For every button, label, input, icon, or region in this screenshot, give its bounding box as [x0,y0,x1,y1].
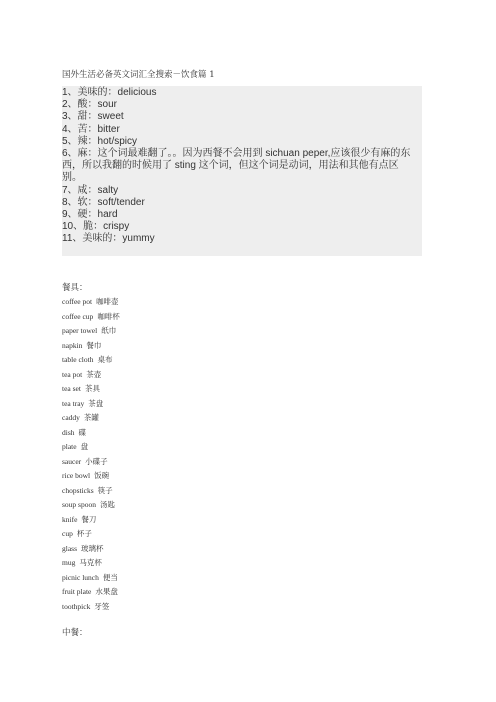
list-item [62,600,120,615]
taste-item: 6、麻：这个词最难翻了。。因为西餐不会用到 sichuan peper,应该很少有麻的东西，所以我翻的时候用了 sting 这个词，但这个词是动词，用法和其他有点区别。 [62,148,411,184]
vocab-english: tea tray [62,398,85,408]
list-item [62,556,120,571]
vocab-chinese: 便当 [102,572,118,582]
list-item [62,484,120,499]
list-item [62,310,120,325]
vocab-chinese: 杯子 [76,529,92,538]
vocab-chinese: 碟 [78,427,87,437]
vocab-english: glass [62,543,77,553]
list-item [62,585,120,600]
vocab-chinese: 牙签 [94,601,110,611]
list-item [62,411,120,426]
list-item [62,397,120,412]
vocab-chinese: 纸巾 [101,326,117,335]
taste-item: 10、脆：crispy [62,221,130,233]
taste-item: 5、辣：hot/spicy [62,135,138,147]
vocab-english: coffee pot [62,297,93,306]
vocab-chinese: 餐刀 [81,514,97,524]
list-item [62,324,120,339]
vocab-chinese: 玻璃杯 [81,543,104,553]
taste-item: 3、甜：sweet [62,111,124,123]
list-item [62,513,120,528]
vocab-english: paper towel [62,326,98,335]
taste-item: 4、苦：bitter [62,123,120,135]
taste-item: 1、美味的：delicious [62,87,157,98]
tableware-heading: 餐具： [62,283,88,293]
list-item [62,571,120,586]
list-item [62,455,120,470]
list-item [62,382,120,397]
vocab-chinese: 小碟子 [85,456,108,466]
list-item [62,353,120,368]
vocab-english: saucer [62,456,82,466]
vocab-english: mug [62,558,76,567]
vocab-english: chopsticks [62,485,94,495]
vocab-chinese: 水果盘 [95,587,118,596]
vocab-english: knife [62,514,78,524]
vocab-english: picnic lunch [62,572,99,582]
vocab-chinese: 筷子 [97,485,113,495]
vocab-english: coffee cup [62,311,94,321]
list-item [62,542,120,557]
vocab-english: soup spoon [62,500,96,509]
list-item [62,498,120,513]
vocab-english: fruit plate [62,587,92,596]
vocab-chinese: 咖啡壶 [96,297,119,306]
vocab-chinese: 桌布 [97,355,113,364]
vocab-english: tea pot [62,369,83,379]
vocab-chinese: 茶具 [84,384,100,393]
taste-item: 8、软：soft/tender [62,196,145,208]
list-item [62,527,120,542]
vocab-chinese: 汤匙 [99,500,115,509]
vocab-english: toothpick [62,601,91,611]
vocab-chinese: 茶罐 [83,413,99,422]
page-title: 国外生活必备英文词汇全搜索－饮食篇 1 [62,70,215,80]
vocab-chinese: 盘 [80,442,89,451]
vocab-english: caddy [62,413,80,422]
list-item [62,368,120,383]
vocab-chinese: 咖啡杯 [97,311,120,321]
list-item [62,295,120,310]
vocab-chinese: 茶盘 [88,398,104,408]
vocab-chinese: 饭碗 [94,471,110,480]
chinese-meal-heading: 中餐： [62,628,88,638]
taste-item: 7、咸：salty [62,184,119,196]
list-item [62,440,120,455]
tableware-list [62,295,120,614]
list-item [62,469,120,484]
vocab-english: tea set [62,384,81,393]
vocab-english: plate [62,442,77,451]
vocab-english: dish [62,427,75,437]
vocab-english: table cloth [62,355,94,364]
vocab-english: napkin [62,340,83,350]
taste-item: 11、美味的：yummy [62,233,155,245]
taste-item: 9、硬：hard [62,209,118,221]
taste-list-box [62,86,422,256]
vocab-chinese: 马克杯 [79,558,102,567]
vocab-english: rice bowl [62,471,91,480]
vocab-chinese: 茶壶 [86,369,102,379]
vocab-chinese: 餐巾 [86,340,102,350]
taste-item: 2、酸：sour [62,99,118,111]
vocab-english: cup [62,529,73,538]
list-item [62,426,120,441]
list-item [62,339,120,354]
